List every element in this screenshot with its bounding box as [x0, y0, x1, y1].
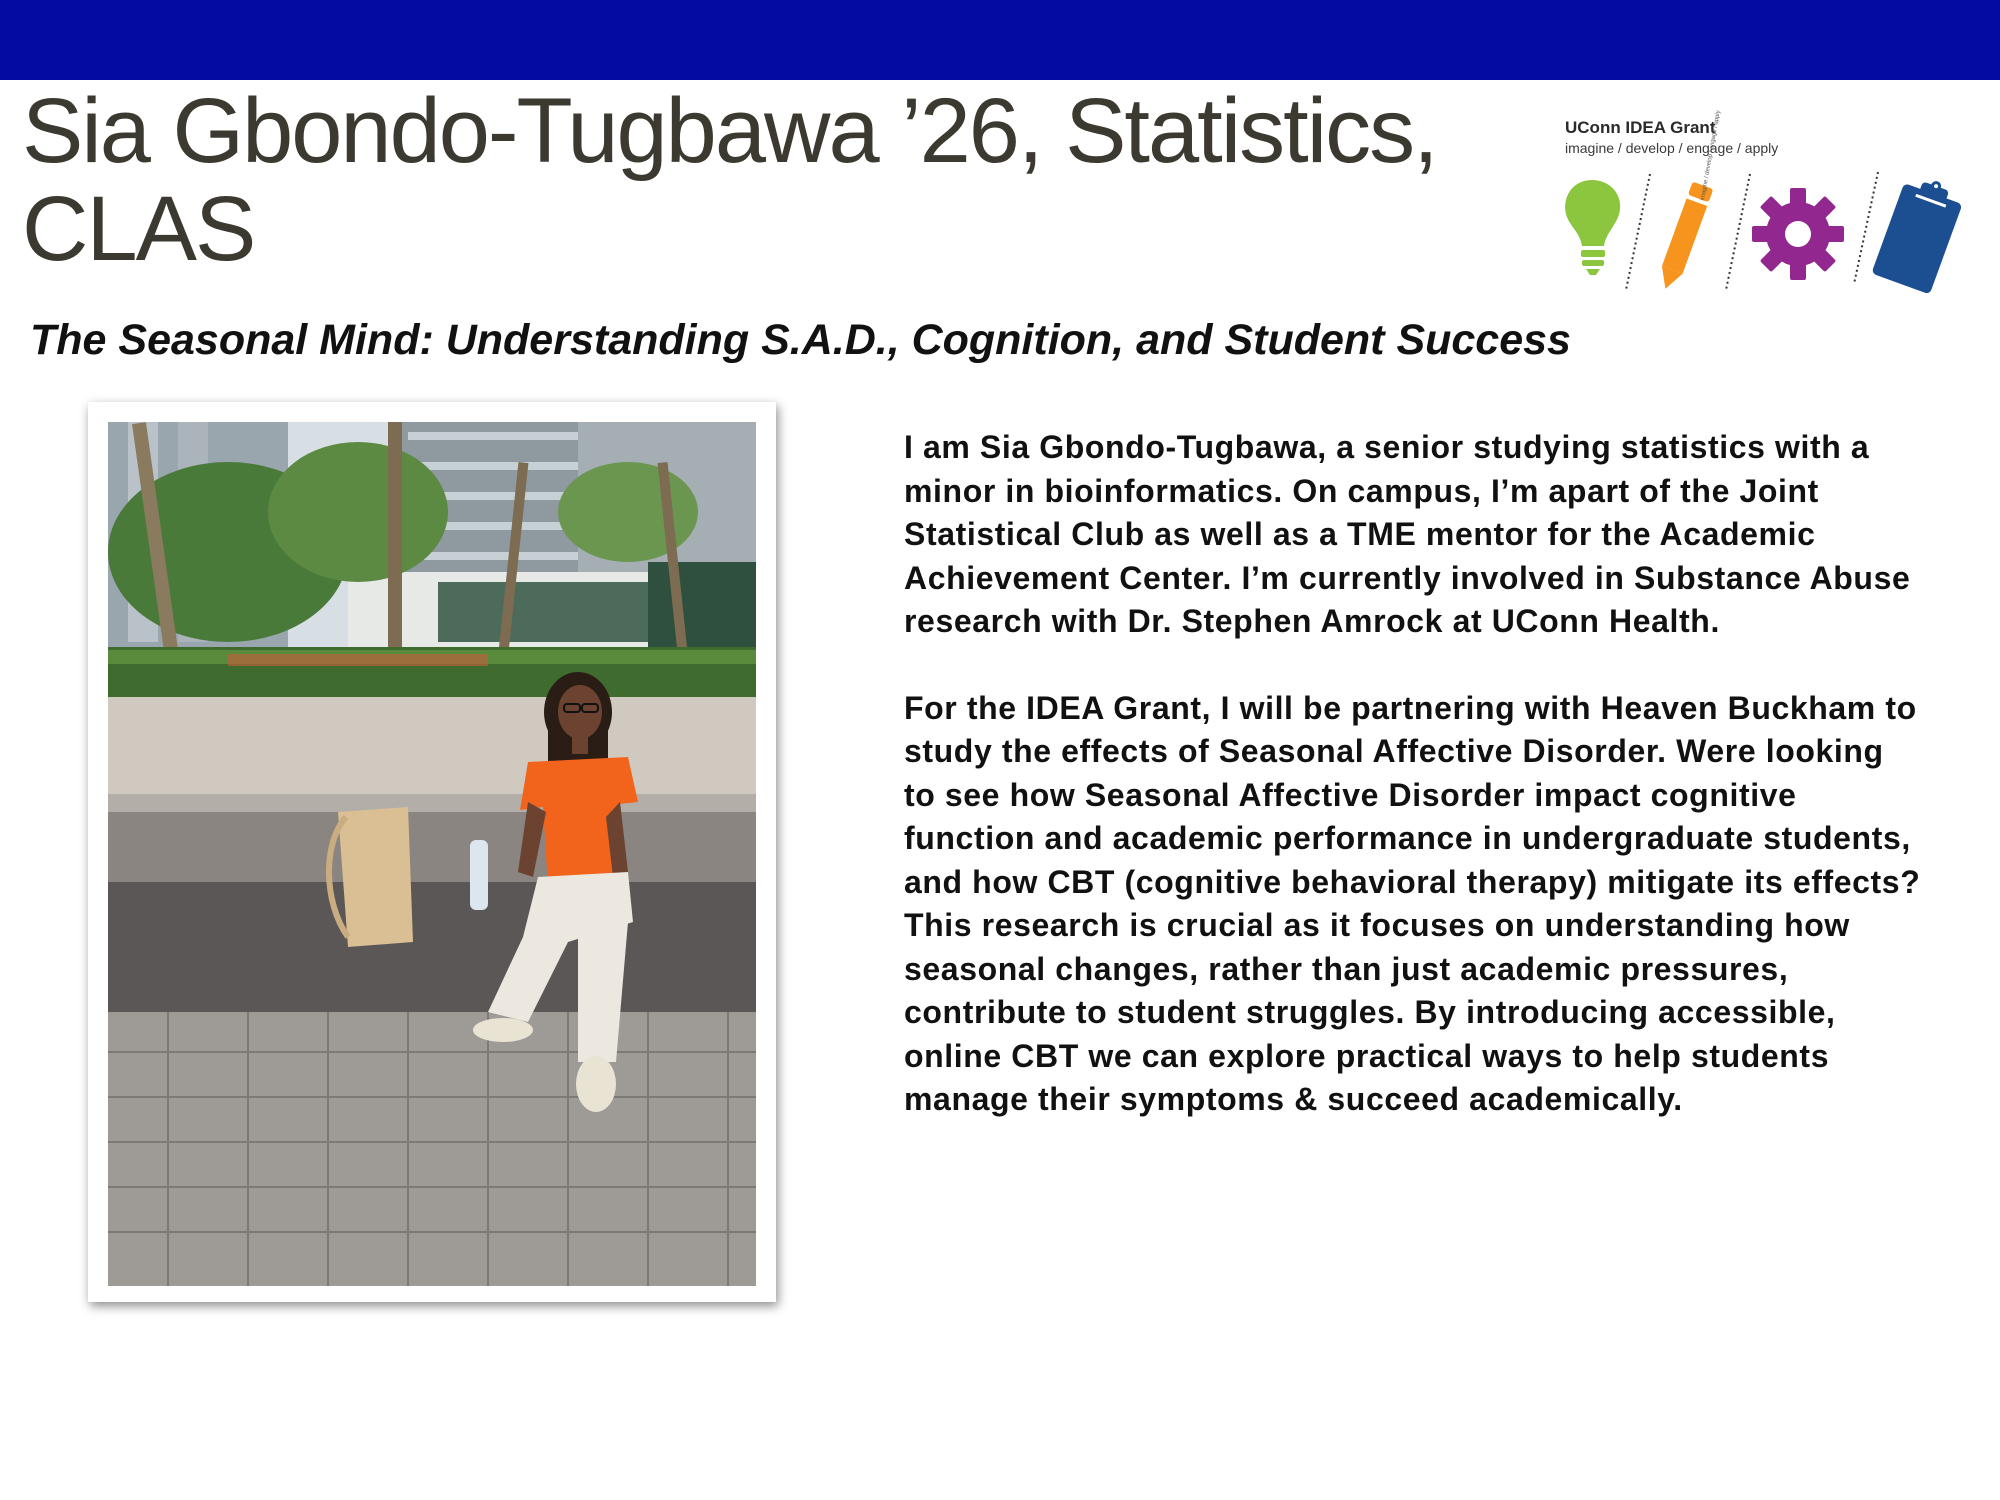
photo-frame — [88, 402, 776, 1302]
student-photo — [108, 422, 756, 1286]
gear-icon — [1752, 188, 1844, 280]
logo-title: UConn IDEA Grant — [1565, 118, 1716, 137]
slide-title: Sia Gbondo-Tugbawa ’26, Statistics, CLAS — [22, 80, 1437, 280]
bio-text — [904, 426, 1924, 1122]
project-subtitle: The Seasonal Mind: Understanding S.A.D., Cognition, and Student Success — [30, 316, 1571, 364]
lightbulb-icon — [1565, 180, 1620, 275]
top-banner — [0, 0, 2000, 80]
logo-icons — [1560, 172, 1980, 322]
uconn-idea-grant-logo — [1560, 109, 1980, 312]
student-photo-illustration — [108, 422, 756, 1286]
logo-tagline: imagine / develop / engage / apply — [1565, 140, 1779, 156]
logo-vertical-tagline: imagine / develop / engage / apply — [1700, 109, 1722, 202]
clipboard-icon — [1871, 172, 1967, 294]
bio-paragraph: I am Sia Gbondo-Tugbawa, a senior studying statistics with a minor in bioinformatics. On campus, I’m apart of the Joint Statistical Club as well as a TME mentor for the Academic Achievement Center. I’m currently involved in Substance Abuse research with Dr. Stephen Amrock at UConn Health. — [904, 429, 1911, 639]
project-paragraph: For the IDEA Grant, I will be partnering with Heaven Buckham to study the effects of Seasonal Affective Disorder. Were looking to see how Seasonal Affective Disorder impact cognitive function and academic performance in undergraduate students, and how CBT (cognitive behavioral therapy) mitigate its effects? This research is crucial as it focuses on understanding how seasonal changes, rather than just academic pressures, contribute to student struggles. By introducing accessible, online CBT we can explore practical ways to help students manage their symptoms & succeed academically. — [904, 689, 1921, 1117]
